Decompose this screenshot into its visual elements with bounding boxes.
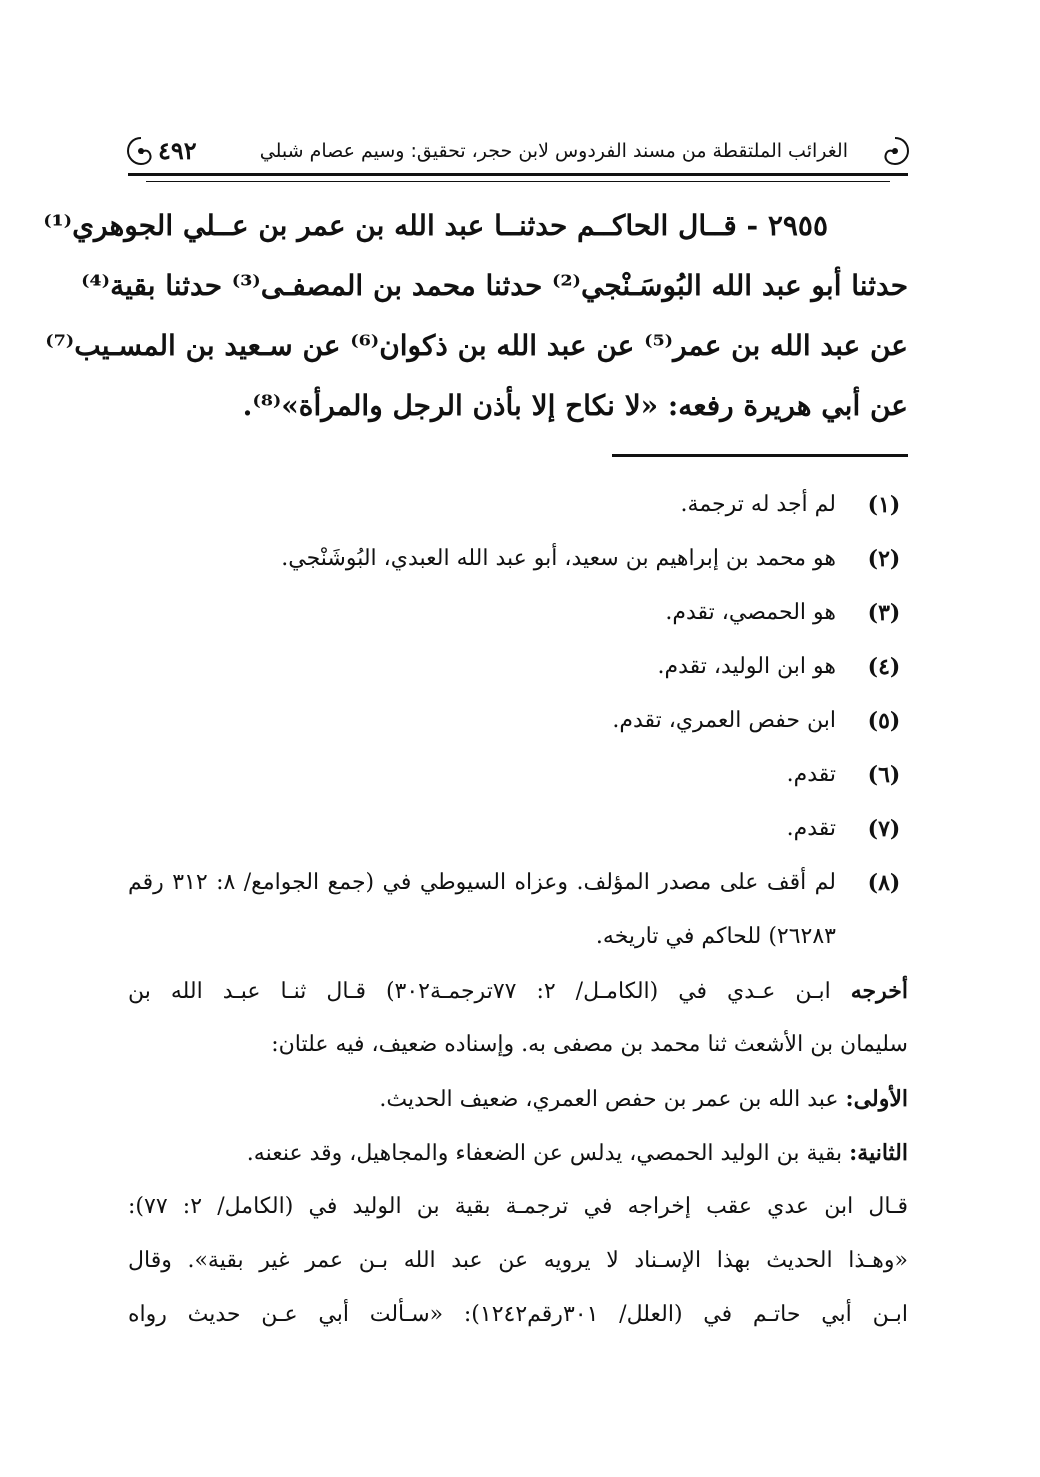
commentary-text: عبد الله بن عمر بن حفص العمري، ضعيف الحديث. (379, 1087, 846, 1112)
footnote (128, 640, 908, 694)
footnote-number: (٨) (867, 870, 901, 896)
header-title: الغرائب الملتقطة من مسند الفردوس لابن حجر، تحقيق: وسيم عصام شبلي (259, 140, 848, 162)
main-line: حدثنا أبو عبد الله البُوسَـنْجي⁽²⁾ حدثنا محمد بن المصفـى⁽³⁾ حدثنا بقية⁽⁴⁾ (81, 269, 908, 302)
commentary-line (128, 1072, 908, 1126)
footnote-separator (612, 454, 908, 457)
footnote-number: (٦) (867, 762, 901, 788)
footnote-text: لم أجد له ترجمة. (680, 492, 836, 517)
footnote-text: هو الحمصي، تقدم. (665, 600, 836, 625)
commentary-lead: الأولى: (845, 1086, 908, 1112)
footnote-number: (٥) (867, 708, 901, 734)
commentary-text: قـال ابن عدي عقب إخراجه في ترجمـة بقية بن الوليد في (الكامل/ ٢: ٧٧): (128, 1194, 909, 1219)
commentary-text: بقية بن الوليد الحمصي، يدلس عن الضعفاء والمجاهيل، وقد عنعنه. (246, 1141, 850, 1166)
main-line: عن أبي هريرة رفعه: «لا نكاح إلا بأذن الرجل والمرأة»⁽⁸⁾. (242, 389, 908, 422)
ornament-right-icon (878, 134, 912, 168)
commentary-line (128, 1018, 908, 1072)
commentary-line (128, 1180, 908, 1234)
header-rule-thin (146, 181, 890, 182)
main-text (43, 196, 908, 436)
running-header (128, 130, 908, 176)
footnote (128, 532, 908, 586)
commentary-lead: أخرجه (850, 978, 908, 1004)
footnote-text: هو ابن الوليد، تقدم. (657, 654, 836, 679)
ornament-left-icon (124, 134, 158, 168)
footnote (128, 856, 908, 964)
header-rule (128, 173, 908, 176)
main-line: عن عبد الله بن عمر⁽⁵⁾ عن عبد الله بن ذكوان⁽⁶⁾ عن سـعيد بن المسـيب⁽⁷⁾ (45, 329, 908, 362)
main-line: ٢٩٥٥ - قــال الحاكــم حدثنــا عبد الله بن عمر بن عــلي الجوهري⁽¹⁾ (43, 209, 828, 242)
footnote-text: تقدم. (786, 762, 836, 787)
commentary-line (128, 1288, 908, 1342)
footnotes (128, 478, 908, 1342)
footnote-text: هو محمد بن إبراهيم بن سعيد، أبو عبد الله العبدي، البُوشَنْجي. (281, 546, 836, 571)
footnote-number: (٢) (867, 546, 901, 572)
footnote (128, 694, 908, 748)
footnote (128, 802, 908, 856)
footnote (128, 586, 908, 640)
footnote-number: (٣) (867, 600, 901, 626)
footnote-number: (٧) (867, 816, 901, 842)
commentary-text: سليمان بن الأشعث ثنا محمد بن مصفى به. وإسناده ضعيف، فيه علتان: (271, 1032, 908, 1057)
footnote (128, 478, 908, 532)
page-number: ٤٩٢ (158, 136, 197, 165)
commentary-line (128, 964, 908, 1018)
footnote-text: ابن حفص العمري، تقدم. (612, 708, 836, 733)
commentary-text: ابـن أبي حاتـم في (العلل/ ٣٠١رقم١٢٤٢): «سـألت أبي عـن حديث رواه (128, 1302, 908, 1327)
footnote-number: (١) (867, 492, 901, 518)
commentary-text: ابـن عـدي في (الكامـل/ ٢: ٧٧ترجمـة٣٠٢) قـال ثنـا عبـد الله بن (128, 979, 851, 1004)
commentary-text: «وهـذا الحديث بهذا الإسـناد لا يرويه عن عبد الله بـن عمر غير بقية». وقال (128, 1248, 908, 1273)
commentary-line (128, 1234, 908, 1288)
commentary-line (128, 1126, 908, 1180)
footnote-number: (٤) (867, 654, 901, 680)
footnote (128, 748, 908, 802)
footnote-text: لم أقف على مصدر المؤلف. وعزاه السيوطي في (جمع الجوامع/ ٨: ٣١٢ رقم ٢٦٢٨٣) للحاكم في تاريخه. (128, 870, 837, 949)
footnote-text: تقدم. (786, 816, 836, 841)
commentary-lead: الثانية: (849, 1140, 908, 1166)
